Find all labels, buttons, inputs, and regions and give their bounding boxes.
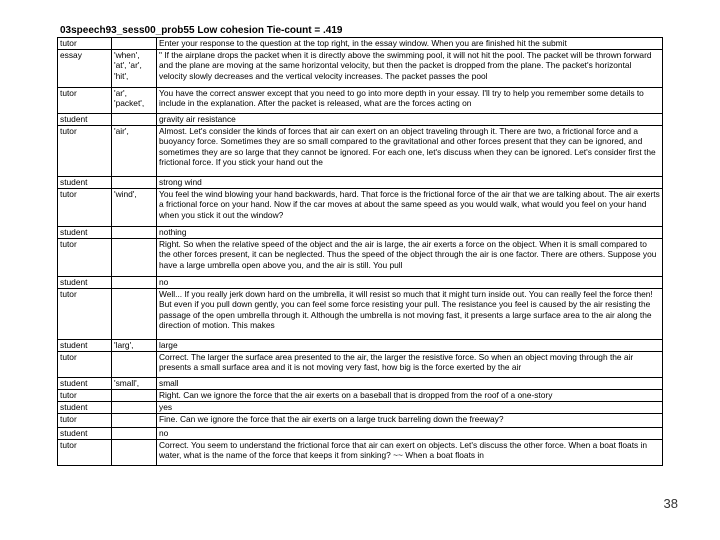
speaker-cell: student	[58, 177, 112, 189]
table-row	[58, 428, 663, 440]
table-row	[58, 378, 663, 390]
utterance-cell	[157, 352, 663, 378]
speaker-cell: tutor	[58, 189, 112, 227]
speaker-cell: student	[58, 227, 112, 239]
speaker-cell: tutor	[58, 88, 112, 114]
transcript-rows	[58, 38, 663, 466]
utterance-text: Correct. You seem to understand the frictional force that air can exert on objects. Let's discuss the other force. When a boat floats in water, what is the name of the force that keeps it from sinking? ~~ When a boat floats in	[159, 440, 648, 461]
utterance-text: You feel the wind blowing your hand backwards, hard. That force is the frictional force of the air that we are talking about. The air exerts a frictional force on your hand. Now if the car moves at about the same speed as you would walk, what would you feel on your hand when you stick it out the window?	[159, 189, 660, 220]
utterance-cell	[157, 440, 663, 466]
utterance-text: Correct. The larger the surface area presented to the air, the larger the resistive force. So when an object moving through the air presents a small surface area and it is not moving very fast, how big is the force exerted by the air	[159, 352, 634, 373]
utterance-cell	[157, 177, 663, 189]
utterance-text: yes	[159, 402, 173, 412]
table-row	[58, 289, 663, 340]
speaker-cell: essay	[58, 50, 112, 88]
speaker-cell: student	[58, 340, 112, 352]
utterance-text: no	[159, 428, 169, 438]
speaker-cell: student	[58, 378, 112, 390]
speaker-cell: tutor	[58, 38, 112, 50]
keywords-cell: 'larg',	[112, 340, 157, 352]
speaker-cell: student	[58, 277, 112, 289]
speaker-cell: student	[58, 114, 112, 126]
speaker-cell: student	[58, 428, 112, 440]
utterance-cell	[157, 340, 663, 352]
keywords-cell	[112, 352, 157, 378]
utterance-text: large	[159, 340, 178, 350]
utterance-cell	[157, 402, 663, 414]
keywords-cell	[112, 390, 157, 402]
utterance-text: no	[159, 277, 169, 287]
speaker-cell: student	[58, 402, 112, 414]
utterance-text: Almost. Let's consider the kinds of forces that air can exert on an object traveling through it. There are two, a frictional force and a buoyancy force. Sometimes they are so small compared to the gravitational and other forces present that they can be ignored, and sometimes they are so large that they cannot be ignored. For each one, let's discuss when they can be ignored. Let's consider first the frictional force. If you stick your hand out the	[159, 126, 656, 168]
keywords-cell	[112, 277, 157, 289]
utterance-cell	[157, 289, 663, 340]
table-row	[58, 114, 663, 126]
table-row	[58, 414, 663, 428]
utterance-cell	[157, 38, 663, 50]
table-row	[58, 340, 663, 352]
utterance-cell	[157, 50, 663, 88]
table-row	[58, 402, 663, 414]
utterance-cell	[157, 114, 663, 126]
table-row	[58, 390, 663, 402]
speaker-cell: tutor	[58, 239, 112, 277]
utterance-text: Fine. Can we ignore the force that the air exerts on a large truck barreling down the freeway?	[159, 414, 504, 424]
utterance-cell	[157, 277, 663, 289]
keywords-cell	[112, 289, 157, 340]
speaker-cell: tutor	[58, 289, 112, 340]
utterance-cell	[157, 88, 663, 114]
utterance-cell	[157, 378, 663, 390]
keywords-cell	[112, 114, 157, 126]
utterance-cell	[157, 414, 663, 428]
page-number: 38	[663, 496, 678, 511]
utterance-text: gravity air resistance	[159, 114, 236, 124]
keywords-cell	[112, 38, 157, 50]
keywords-cell	[112, 414, 157, 428]
document-title: 03speech93_sess00_prob55 Low cohesion Tie-count = .419	[60, 25, 343, 36]
keywords-cell: 'air',	[112, 126, 157, 177]
table-row	[58, 352, 663, 378]
utterance-text: Right. Can we ignore the force that the air exerts on a baseball that is dropped from the roof of a one-story	[159, 390, 553, 400]
table-row	[58, 277, 663, 289]
transcript-table	[57, 37, 663, 466]
keywords-cell	[112, 239, 157, 277]
utterance-text: You have the correct answer except that you need to go into more depth in your essay. I'll try to help you remember some details to include in the explanation. After the packet is released, what are the forces acting on	[159, 88, 644, 109]
utterance-text: Right. So when the relative speed of the object and the air is large, the air exerts a force on the object. When it is small compared to the other forces present, it can be neglected. Thus the speed of the object through the air is one factor. There are others. Suppose you have a large umbrella open above you, and the air is still. You pull	[159, 239, 657, 270]
speaker-cell: tutor	[58, 390, 112, 402]
table-row	[58, 440, 663, 466]
keywords-cell	[112, 428, 157, 440]
keywords-cell	[112, 177, 157, 189]
table-row	[58, 239, 663, 277]
table-row	[58, 126, 663, 177]
utterance-text: small	[159, 378, 179, 388]
utterance-cell	[157, 189, 663, 227]
keywords-cell	[112, 227, 157, 239]
utterance-cell	[157, 428, 663, 440]
keywords-cell: 'small',	[112, 378, 157, 390]
utterance-cell	[157, 239, 663, 277]
utterance-cell	[157, 126, 663, 177]
utterance-text: strong wind	[159, 177, 202, 187]
speaker-cell: tutor	[58, 126, 112, 177]
speaker-cell: tutor	[58, 440, 112, 466]
utterance-text: " If the airplane drops the packet when it is directly above the swimming pool, it will not hit the pool. The packet will be thrown forward and the plane are moving at the same horizontal velocity, but then the packet is dropped from the plane. The packet's horizontal velocity slowly decreases and the vertical velocity increases. The packet passes the pool	[159, 50, 652, 81]
table-row	[58, 38, 663, 50]
speaker-cell: tutor	[58, 414, 112, 428]
table-row	[58, 88, 663, 114]
utterance-text: Well... If you really jerk down hard on the umbrella, it will resist so much that it might turn inside out. You can really feel the force then! But even if you pull down gently, you can feel some force resisting your pull. The resistance you feel is caused by the air resisting the passage of the open umbrella through it. Although the umbrella is not moving fast, it presents a large surface area to the air along the direction of motion. This makes	[159, 289, 653, 331]
keywords-cell	[112, 402, 157, 414]
keywords-cell	[112, 440, 157, 466]
keywords-cell: 'wind',	[112, 189, 157, 227]
keywords-cell: 'when', 'at', 'ar', 'hit',	[112, 50, 157, 88]
table-row	[58, 227, 663, 239]
speaker-cell: tutor	[58, 352, 112, 378]
table-row	[58, 50, 663, 88]
utterance-cell	[157, 390, 663, 402]
table-row	[58, 177, 663, 189]
utterance-text: Enter your response to the question at the top right, in the essay window. When you are finished hit the submit	[159, 38, 567, 48]
utterance-cell	[157, 227, 663, 239]
keywords-cell: 'ar', 'packet',	[112, 88, 157, 114]
utterance-text: nothing	[159, 227, 187, 237]
table-row	[58, 189, 663, 227]
